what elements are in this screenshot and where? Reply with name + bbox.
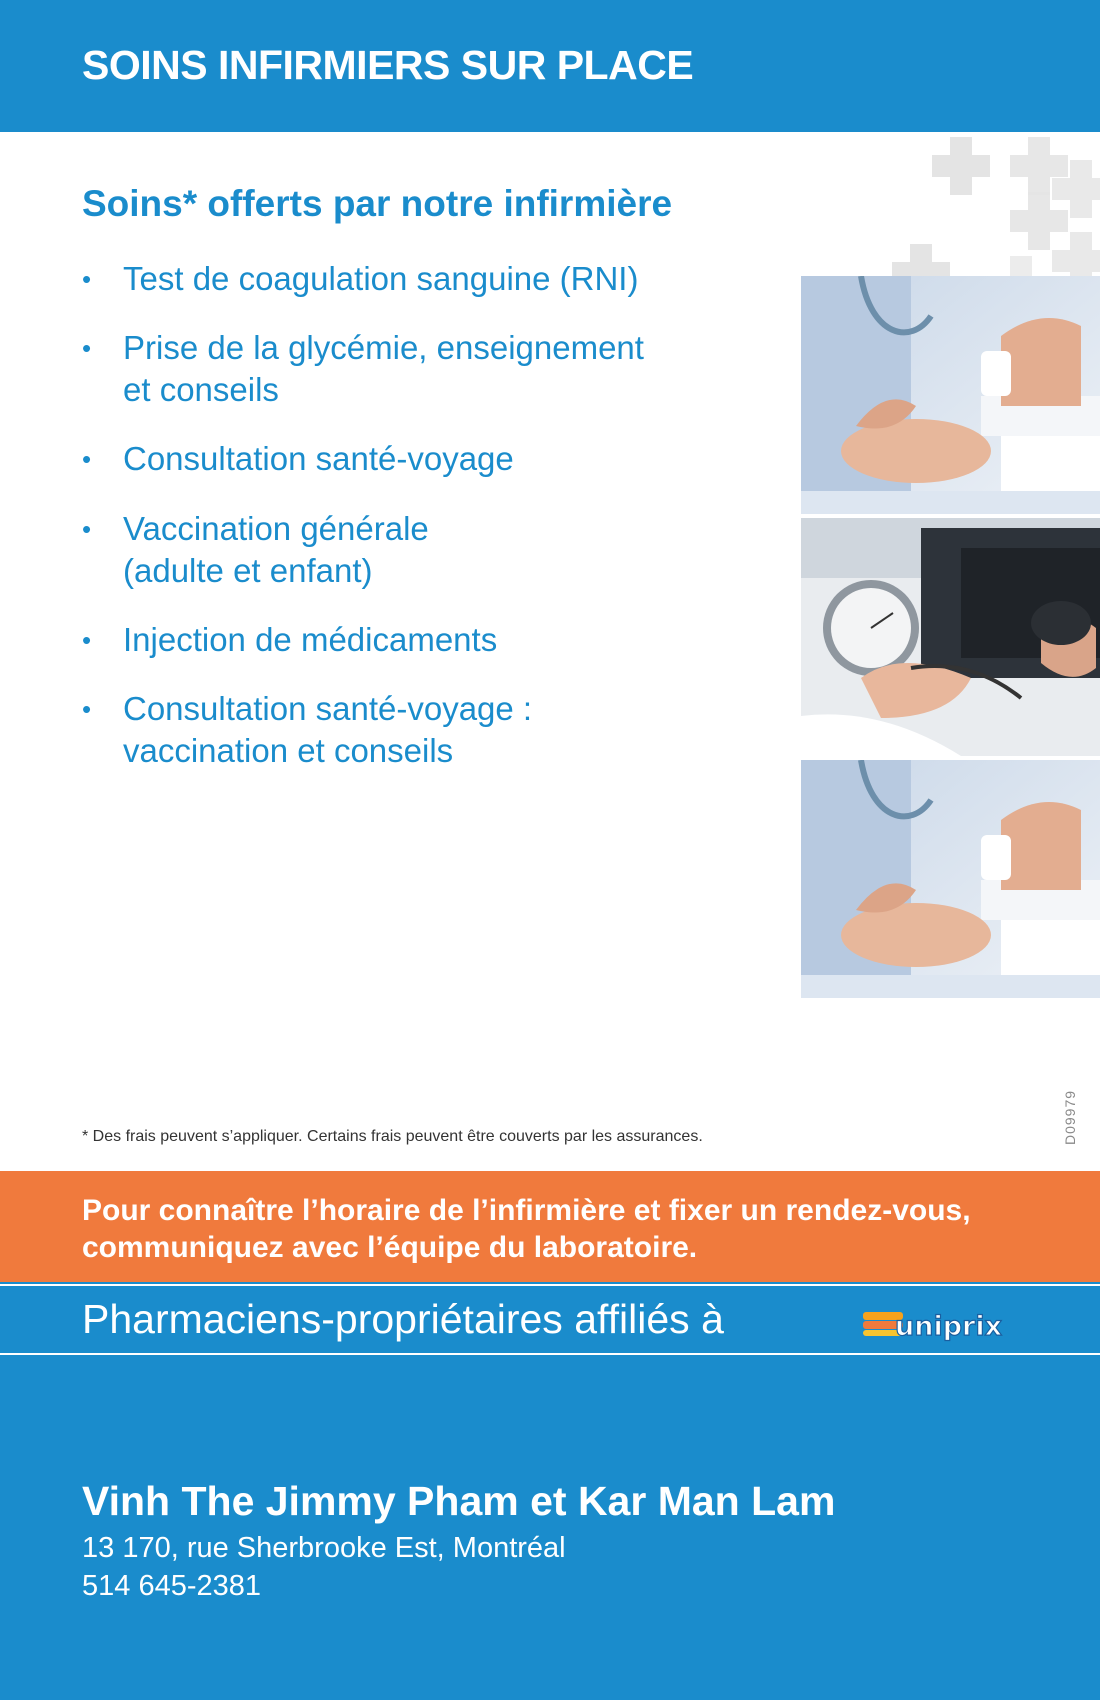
bullet-icon: • (82, 333, 92, 363)
affiliation-text: Pharmaciens-propriétaires affiliés à (82, 1296, 724, 1342)
bullet-icon: • (82, 694, 92, 724)
call-to-action-text (82, 1192, 1082, 1266)
bullet-icon: • (82, 444, 92, 474)
footnote: * Des frais peuvent s’appliquer. Certains frais peuvent être couverts par les assurances. (82, 1128, 703, 1145)
uniprix-logo (861, 1302, 1016, 1348)
logo-text: uniprix (895, 1311, 1003, 1342)
service-line: vaccination et conseils (123, 732, 454, 769)
service-line: Test de coagulation sanguine (RNI) (123, 260, 639, 297)
service-line: Consultation santé-voyage : (123, 690, 533, 727)
service-line: (adulte et enfant) (123, 552, 373, 589)
service-line: Injection de médicaments (123, 621, 498, 658)
divider (0, 1353, 1100, 1355)
service-line: Consultation santé-voyage (123, 440, 514, 477)
blood-pressure-photo (801, 518, 1100, 756)
cta-line: Pour connaître l’horaire de l’infirmière et fixer un rendez-vous, (82, 1194, 971, 1227)
bullet-icon: • (82, 514, 92, 544)
document-code: D09979 (1062, 1089, 1078, 1145)
service-line: et conseils (123, 371, 279, 408)
bandaging-hand-photo (801, 760, 1100, 998)
section-title: Soins* offerts par notre infirmière (82, 183, 673, 224)
service-line: Prise de la glycémie, enseignement (123, 329, 644, 366)
divider (0, 1284, 1100, 1286)
bandaging-hand-photo (801, 276, 1100, 514)
pharmacy-address: 13 170, rue Sherbrooke Est, Montréal (82, 1532, 566, 1564)
pharmacy-owners: Vinh The Jimmy Pham et Kar Man Lam (82, 1478, 836, 1524)
service-line: Vaccination générale (123, 510, 429, 547)
pharmacy-phone: 514 645-2381 (82, 1570, 261, 1602)
decorative-crosses-icon (890, 132, 1100, 277)
header-bar (0, 0, 1100, 132)
bullet-icon: • (82, 264, 92, 294)
bullet-icon: • (82, 625, 92, 655)
page-title: SOINS INFIRMIERS SUR PLACE (82, 42, 694, 88)
cta-line: communiquez avec l’équipe du laboratoire. (82, 1231, 698, 1264)
